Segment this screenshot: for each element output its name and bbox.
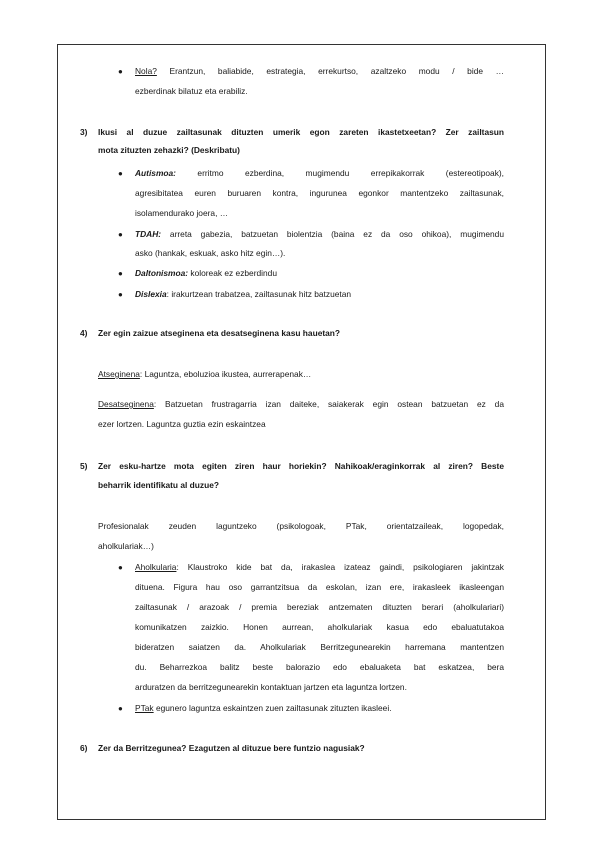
atseginena-text: : Laguntza, eboluzioa ikustea, aurrerapenak… — [139, 369, 312, 379]
ptak-text: egunero laguntza eskaintzen zuen zailtasunak zituzten ikasleei. — [153, 703, 392, 713]
aholkularia-line-2: dituena. Figura hau oso garrantzitsua da eskolan, izan ere, irakasleek ikasleengan — [135, 582, 504, 592]
q5-line-2: beharrik identifikatu al duzue? — [98, 480, 219, 490]
aholkularia-line-3: zailtasunak / arazoak / premia bereziak antzematen dituzten berari (aholkulariari) — [135, 602, 504, 612]
ptak-label: PTak — [135, 703, 154, 713]
daltonismoa-text: koloreak ez ezberdindu — [188, 268, 277, 278]
desatseginena-label: Desatseginena — [98, 399, 154, 409]
tdah-line-1 — [135, 229, 504, 240]
aholkularia-line-1 — [135, 562, 504, 573]
aholkularia-line-6: du. Beharrezkoa balitz beste balorazio edo ebaluaketa bat eskatzea, bera — [135, 662, 504, 672]
q5-intro-line-2: aholkulariak…) — [98, 541, 154, 551]
q5-intro-line-1: Profesionalak zeuden laguntzeko (psikologoak, PTak, orientatzaileak, logopedak, — [98, 521, 504, 531]
q4-line-1: Zer egin zaizue atseginena eta desatseginena kasu hauetan? — [98, 328, 341, 338]
q5-line-1: Zer esku-hartze mota egiten ziren haur horiekin? Nahikoak/eraginkorrak al ziren? Beste — [98, 461, 504, 471]
nola-text: Erantzun, baliabide, estrategia, errekurtso, azaltzeko modu / bide … — [156, 66, 504, 76]
dislexia-term: Dislexia — [135, 289, 167, 299]
aholkularia-line-7: arduratzen da berritzegunearekin kontaktuan jartzen eta laguntza lortzen. — [135, 682, 407, 692]
atseginena-line — [98, 369, 311, 380]
tdah-line-2: asko (hankak, eskuak, asko hitz egin…). — [135, 248, 286, 258]
autismoa-line-1 — [135, 168, 504, 179]
q3-line-2: mota zituzten zehazki? (Deskribatu) — [98, 145, 240, 155]
dislexia-text: : irakurtzean trabatzea, zailtasunak hitz batzuetan — [166, 289, 352, 299]
aholkularia-line-5: bideratzen saiatzen da. Aholkulariak Berritzegunearekin harremana mantentzen — [135, 642, 504, 652]
autismoa-line-2: agresibitatea euren buruaren kontra, ingurunea egonkor mantentzeko zailtasunak, — [135, 188, 504, 198]
aholkularia-line-4: komunikatzen zaizkio. Honen aurrean, aholkulariak kasua edo ebaluatutakoa — [135, 622, 504, 632]
desatseginena-text: : Batzuetan frustragarria izan daiteke, saiakerak egin ostean batzuetan ez da — [153, 399, 504, 409]
aholkularia-text: : Klaustroko kide bat da, irakaslea izateaz gaindi, psikologiaren jakintzak — [176, 562, 504, 572]
q3-line-1: Ikusi al duzue zailtasunak dituzten umerik egon zareten ikastetxeetan? Zer zailtasun — [98, 127, 504, 137]
bullet-icon: ● — [118, 290, 123, 299]
desatseginena-line-2: ezer lortzen. Laguntza guztia ezin eskaintzea — [98, 419, 266, 429]
bullet-icon: ● — [118, 704, 123, 713]
bullet-icon: ● — [118, 67, 123, 76]
bullet-icon: ● — [118, 230, 123, 239]
q6-line-1: Zer da Berritzegunea? Ezagutzen al dituzue bere funtzio nagusiak? — [98, 743, 365, 753]
atseginena-label: Atseginena — [98, 369, 140, 379]
aholkularia-label: Aholkularia — [135, 562, 177, 572]
daltonismoa-term: Daltonismoa: — [135, 268, 189, 278]
ptak-line — [135, 703, 392, 714]
q5-number: 5) — [80, 461, 88, 471]
q3-number: 3) — [80, 127, 88, 137]
bullet-icon: ● — [118, 563, 123, 572]
q6-number: 6) — [80, 743, 88, 753]
nola-term: Nola? — [135, 66, 157, 76]
desatseginena-line-1 — [98, 399, 504, 410]
q4-number: 4) — [80, 328, 88, 338]
tdah-text: arreta gabezia, batzuetan biolentzia (baina ez da oso ohikoa), mugimendu — [161, 229, 504, 239]
autismoa-text: erritmo ezberdina, mugimendu errepikakorrak (estereotipoak), — [175, 168, 504, 178]
nola-line-1 — [135, 66, 504, 77]
dislexia-line — [135, 289, 351, 300]
nola-line-2: ezberdinak bilatuz eta erabiliz. — [135, 86, 248, 96]
tdah-term: TDAH: — [135, 229, 162, 239]
daltonismoa-line — [135, 268, 277, 279]
bullet-icon: ● — [118, 269, 123, 278]
autismoa-line-3: isolamendurako joera, … — [135, 208, 229, 218]
autismoa-term: Autismoa: — [135, 168, 176, 178]
bullet-icon: ● — [118, 169, 123, 178]
